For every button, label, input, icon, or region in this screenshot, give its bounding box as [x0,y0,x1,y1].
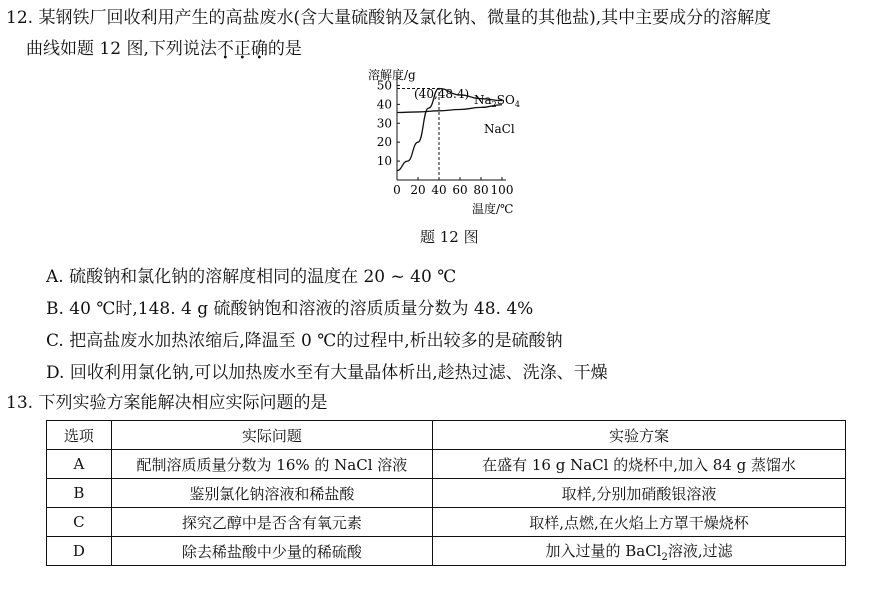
solubility-chart [360,62,540,222]
row-d-problem: 除去稀盐酸中少量的稀硫酸 [111,537,432,566]
emphasis-char: 正 [233,39,251,59]
table-row [47,508,846,537]
y-axis-label: 溶解度/g [368,68,416,82]
table-header-row [47,421,846,450]
question-12-line2 [26,34,302,59]
series-label-nacl: NaCl [484,122,515,136]
emphasis-char: 确 [250,39,268,59]
y-tick-label: 30 [376,116,392,131]
header-problem: 实际问题 [111,421,432,450]
x-tick-label: 0 [393,183,401,197]
table-row [47,450,846,479]
x-axis-label: 温度/℃ [472,202,514,216]
row-d-plan [433,537,846,566]
experiment-table [46,420,846,566]
row-c-problem: 探究乙醇中是否含有氧元素 [111,508,432,537]
header-plan: 实验方案 [433,421,846,450]
row-d-option: D [47,537,112,566]
table-row [47,537,846,566]
emphasis-char: 不 [216,39,234,59]
question-12-line1: 12. 某钢铁厂回收利用产生的高盐废水(含大量硫酸钠及氯化钠、微量的其他盐),其中主要成分的溶解度 [6,8,772,28]
series-label-na2so4: $Na_2SO_4$ [474,93,520,109]
y-tick-label: 10 [376,154,392,169]
x-tick-label: 80 [473,183,489,197]
figure-caption: 题 12 图 [420,228,479,246]
y-tick-label: 20 [376,135,392,150]
y-tick-label: 40 [376,97,392,112]
x-tick-label: 60 [452,183,468,197]
row-b-problem: 鉴别氯化钠溶液和稀盐酸 [111,479,432,508]
row-b-option: B [47,479,112,508]
option-c: C. 把高盐废水加热浓缩后,降温至 0 ℃的过程中,析出较多的是硫酸钠 [46,331,563,351]
row-a-plan: 在盛有 16 g NaCl 的烧杯中,加入 84 g 蒸馏水 [433,450,846,479]
x-tick-label: 100 [490,183,514,197]
question-13-title: 13. 下列实验方案能解决相应实际问题的是 [6,393,328,413]
header-option: 选项 [47,421,112,450]
row-c-plan: 取样,点燃,在火焰上方罩干燥烧杯 [433,508,846,537]
row-a-problem: 配制溶质质量分数为 16% 的 NaCl 溶液 [111,450,432,479]
annotation-point: (40,48.4) [414,87,470,101]
table-row [47,479,846,508]
row-b-plan: 取样,分别加硝酸银溶液 [433,479,846,508]
q12-emphasis [217,39,268,59]
y-tick-label: 50 [376,78,392,93]
x-tick-label: 20 [410,183,426,197]
x-tick-label: 40 [431,183,447,197]
row-c-option: C [47,508,112,537]
row-a-option: A [47,450,112,479]
q12-line2-pre: 曲线如题 12 图,下列说法 [26,39,217,59]
option-a: A. 硫酸钠和氯化钠的溶解度相同的温度在 20 ~ 40 ℃ [46,267,457,287]
option-b: B. 40 ℃时,148. 4 g 硫酸钠饱和溶液的溶质质量分数为 48. 4% [46,299,534,319]
row-d-plan-sub: 2 [661,551,668,563]
row-d-plan-post: 溶液,过滤 [667,541,733,560]
row-d-plan-pre: 加入过量的 BaCl [545,541,662,560]
q12-line2-post: 的是 [267,39,302,59]
option-d: D. 回收利用氯化钠,可以加热废水至有大量晶体析出,趁热过滤、洗涤、干燥 [46,363,608,383]
